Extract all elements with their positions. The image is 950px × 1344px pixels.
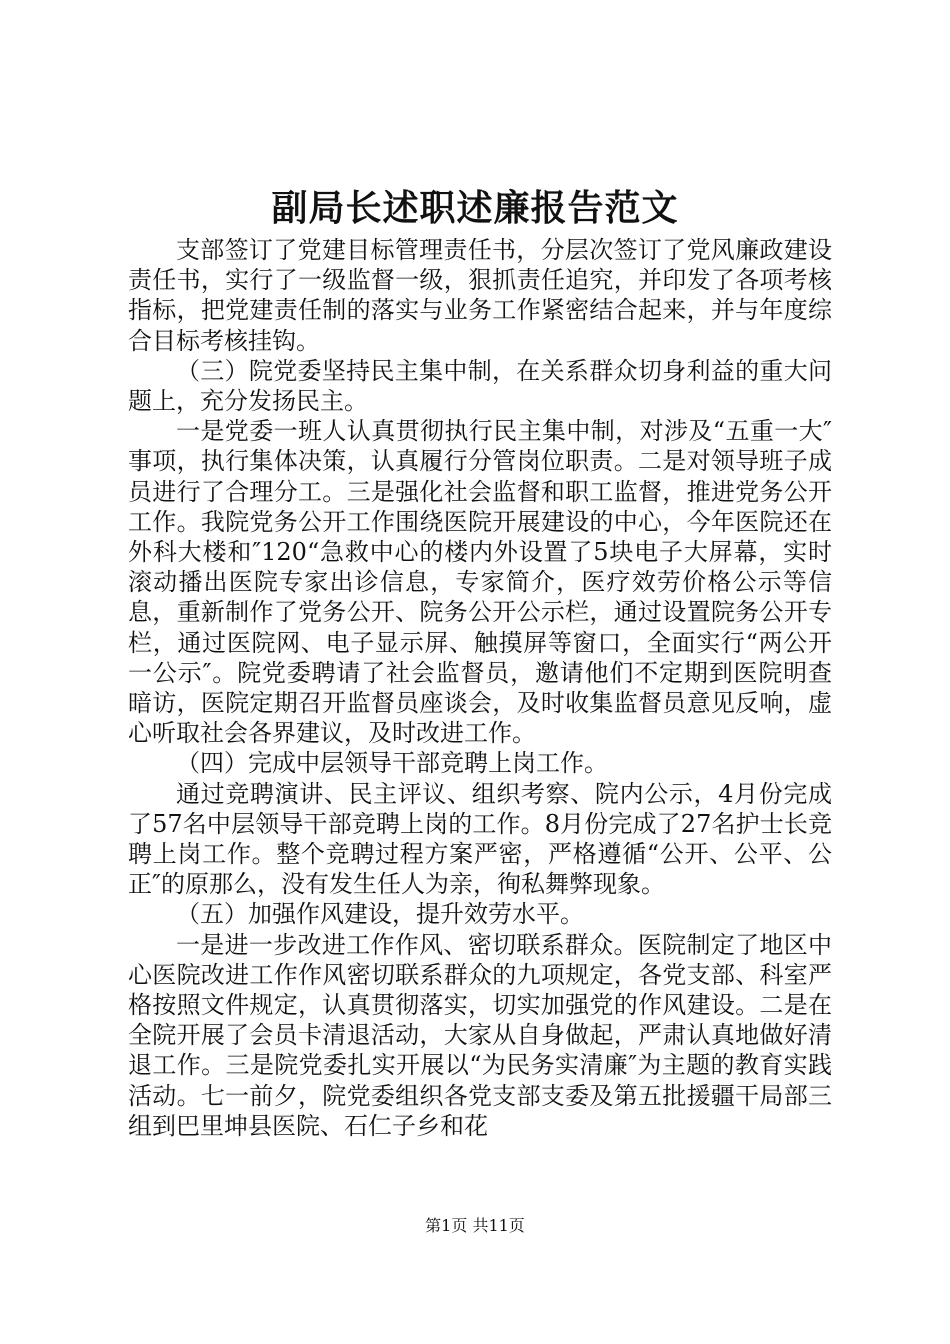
section-heading: （三）院党委坚持民主集中制，在关系群众切身利益的重大问题上，充分发扬民主。 bbox=[128, 356, 832, 416]
paragraph: 支部签订了党建目标管理责任书，分层次签订了党风廉政建设责任书，实行了一级监督一级，狠抓责任追究，并印发了各项考核指标，把党建责任制的落实与业务工作紧密结合起来，并与年度综合目标考核挂钩。 bbox=[128, 236, 832, 355]
page-footer: 第1页 共11页 bbox=[425, 1216, 525, 1235]
paragraph: 一是进一步改进工作作风、密切联系群众。医院制定了地区中心医院改进工作作风密切联系群众的九项规定，各党支部、科室严格按照文件规定，认真贯彻落实，切实加强党的作风建设。二是在全院开展了会员卡清退活动，大家从自身做起，严肃认真地做好清退工作。三是院党委扎实开展以“为民务实清廉″为主题的教育实践活动。七一前夕，院党委组织各党支部支委及第五批援疆干局部三组到巴里坤县医院、石仁子乡和花 bbox=[128, 930, 832, 1140]
section-heading: （四）完成中层领导干部竞聘上岗工作。 bbox=[176, 749, 608, 778]
paragraph: 通过竞聘演讲、民主评议、组织考察、院内公示，4月份完成了57名中层领导干部竞聘上岗的工作。8月份完成了27名护士长竞聘上岗工作。整个竞聘过程方案严密，严格遵循“公开、公平、公正″的原那么，没有发生任人为亲，徇私舞弊现象。 bbox=[128, 779, 832, 899]
paragraph: 一是党委一班人认真贯彻执行民主集中制，对涉及“五重一大″事项，执行集体决策，认真履行分管岗位职责。二是对领导班子成员进行了合理分工。三是强化社会监督和职工监督，推进党务公开工作。我院党务公开工作围绕医院开展建设的中心，今年医院还在外科大楼和″120“急救中心的楼内外设置了5块电子大屏幕，实时滚动播出医院专家出诊信息，专家简介，医疗效劳价格公示等信息，重新制作了党务公开、院务公开公示栏，通过设置院务公开专栏，通过医院网、电子显示屏、触摸屏等窗口，全面实行“两公开一公示″。院党委聘请了社会监督员，邀请他们不定期到医院明查暗访，医院定期召开监督员座谈会，及时收集监督员意见反响，虚心听取社会各界建议，及时改进工作。 bbox=[128, 417, 832, 748]
document-body bbox=[128, 235, 832, 1141]
section-heading: （五）加强作风建设，提升效劳水平。 bbox=[176, 900, 584, 929]
page-title: 副局长述职述廉报告范文 bbox=[271, 188, 679, 229]
